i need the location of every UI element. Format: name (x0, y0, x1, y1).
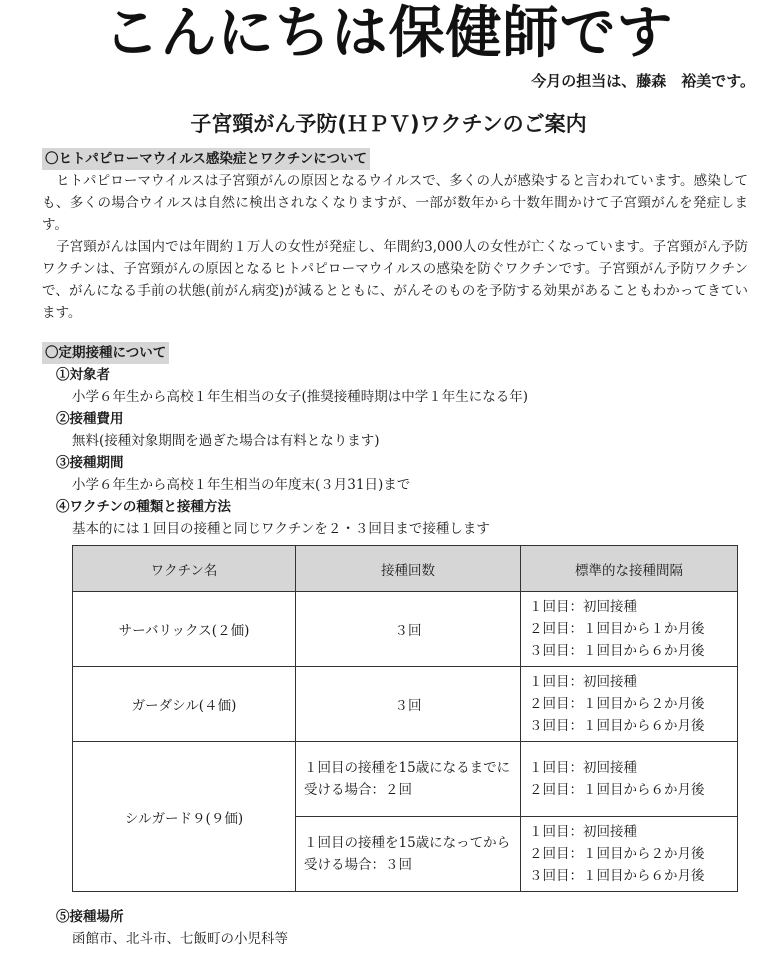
place-label: ⑤接種場所 (56, 909, 124, 925)
header-cell: 標準的な接種間隔 (521, 546, 738, 592)
header-cell: 接種回数 (296, 546, 521, 592)
item-label: ④ワクチンの種類と接種方法 (56, 499, 231, 515)
schedule-line: １回目：初回接種 (529, 674, 637, 690)
schedule-cell (521, 742, 738, 817)
schedule-line: ２回目：１回目から６か月後 (529, 782, 705, 798)
schedule-line: １回目：初回接種 (529, 760, 637, 776)
header-cell: ワクチン名 (73, 546, 296, 592)
place-text: 函館市、北斗市、七飯町の小児科等 (72, 931, 288, 947)
section-heading: 〇定期接種について (42, 342, 169, 364)
section-routine-vaccination (42, 342, 748, 540)
page-title: 子宮頸がん予防(ＨＰＶ)ワクチンのご案内 (190, 112, 587, 136)
schedule-line: １回目：初回接種 (529, 824, 637, 840)
item-text: 小学６年生から高校１年生相当の年度末(３月31日)まで (72, 477, 411, 493)
schedule-line: ２回目：１回目から１か月後 (529, 621, 705, 637)
vaccine-table (72, 545, 738, 892)
table-row (73, 742, 738, 817)
item-text: 小学６年生から高校１年生相当の女子(推奨接種時期は中学１年生になる年) (72, 389, 529, 405)
table-row (73, 592, 738, 667)
item-label: ①対象者 (56, 367, 110, 383)
vaccination-place (56, 906, 288, 950)
schedule-line: ２回目：１回目から２か月後 (529, 846, 705, 862)
condition-cell: １回目の接種を15歳になってから受ける場合：３回 (296, 817, 521, 892)
schedule-line: １回目：初回接種 (529, 599, 637, 615)
schedule-line: ３回目：１回目から６か月後 (529, 868, 705, 884)
schedule-cell (521, 817, 738, 892)
schedule-cell (521, 667, 738, 742)
schedule-line: ２回目：１回目から２か月後 (529, 696, 705, 712)
dose-count: ３回 (296, 592, 521, 667)
staff-line: 今月の担当は、藤森 裕美です。 (531, 72, 755, 90)
schedule-cell (521, 592, 738, 667)
paragraph: ヒトパピローマウイルスは子宮頸がんの原因となるウイルスで、多くの人が感染すると言われています。感染しても、多くの場合ウイルスは自然に検出されなくなりますが、一部が数年から十数年間かけて子宮頸がんを発症します。 (42, 173, 748, 233)
vaccine-name: シルガード９(９価) (73, 742, 296, 892)
paragraph: 子宮頸がんは国内では年間約１万人の女性が発症し、年間約3,000人の女性が亡くなっています。子宮頸がん予防ワクチンは、子宮頸がんの原因となるヒトパピローマウイルスの感染を防ぐワクチンです。子宮頸がん予防ワクチンで、がんになる手前の状態(前がん病変)が減るとともに、がんそのものを予防する効果があることもわかってきています。 (42, 239, 748, 321)
schedule-line: ３回目：１回目から６か月後 (529, 643, 705, 659)
item-text: 無料(接種対象期間を過ぎた場合は有料となります) (72, 433, 380, 449)
section-heading: 〇ヒトパピローマウイルス感染症とワクチンについて (42, 148, 370, 170)
schedule-line: ３回目：１回目から６か月後 (529, 718, 705, 734)
item-label: ②接種費用 (56, 411, 124, 427)
section-hpv-info (42, 148, 748, 324)
banner-title: こんにちは保健師です (103, 1, 674, 66)
item-label: ③接種期間 (56, 455, 124, 471)
table-row (73, 667, 738, 742)
vaccine-name: ガーダシル(４価) (73, 667, 296, 742)
vaccine-name: サーバリックス(２価) (73, 592, 296, 667)
item-text: 基本的には１回目の接種と同じワクチンを２・３回目まで接種します (72, 521, 490, 537)
table-header-row (73, 546, 738, 592)
dose-count: ３回 (296, 667, 521, 742)
condition-cell: １回目の接種を15歳になるまでに受ける場合：２回 (296, 742, 521, 817)
